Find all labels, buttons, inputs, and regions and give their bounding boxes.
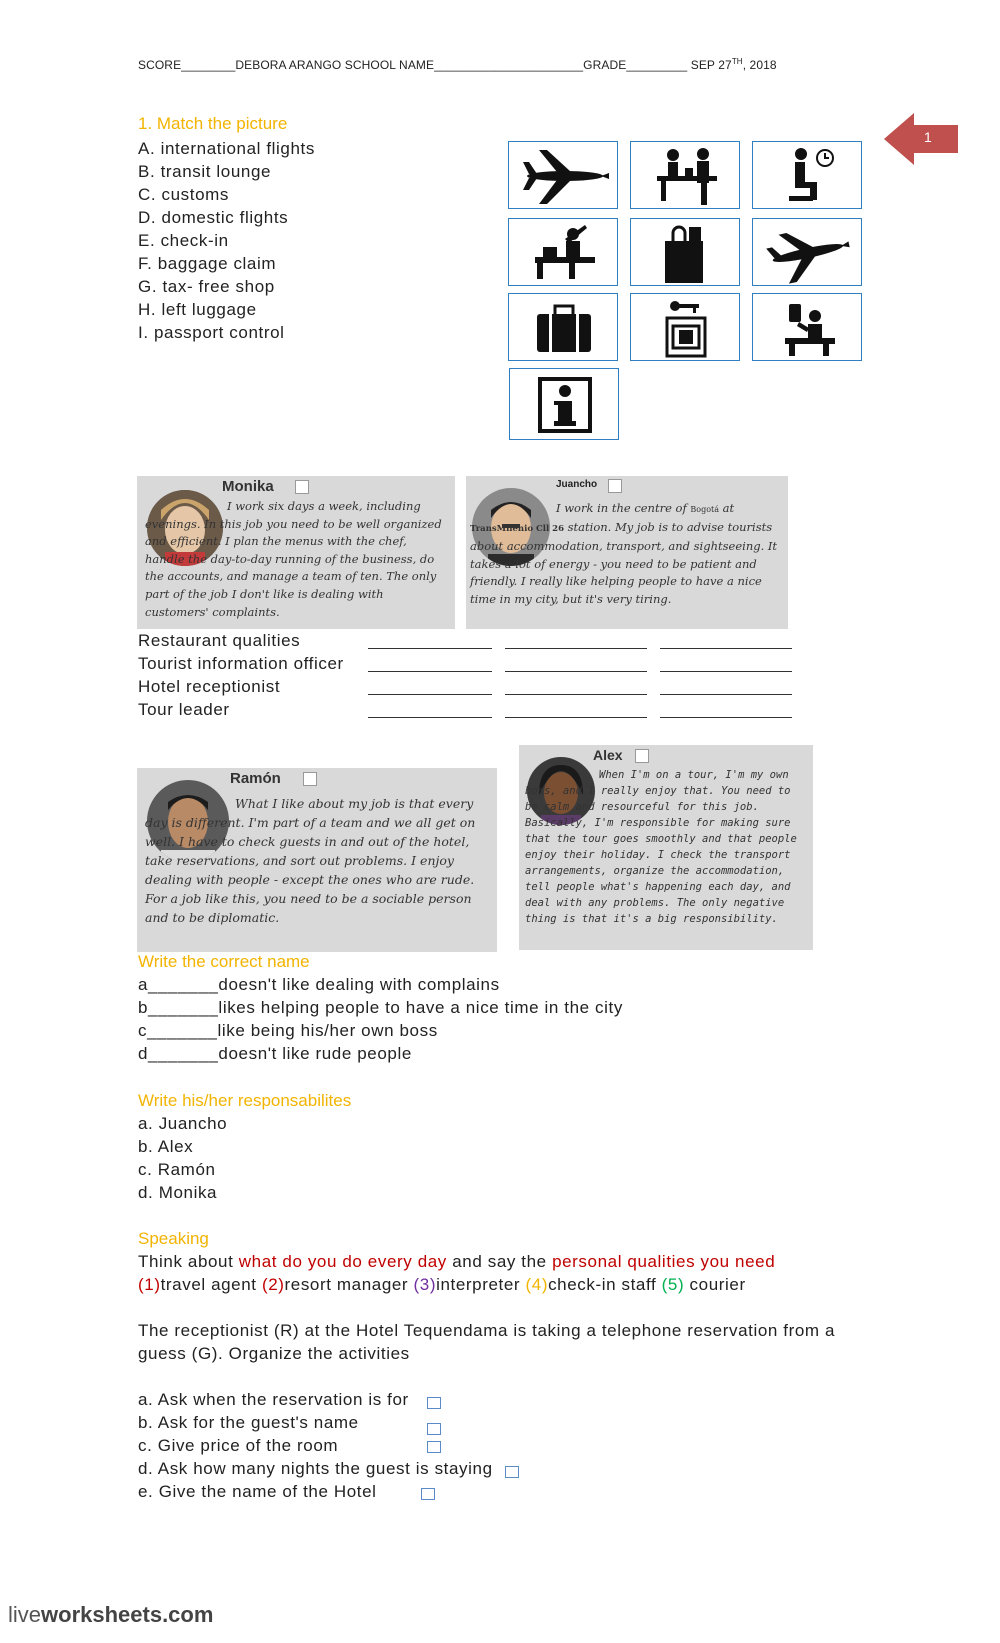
ramon-checkbox[interactable]: [303, 772, 317, 786]
header-sup: TH: [731, 57, 743, 66]
picture-cell-1[interactable]: [508, 141, 618, 209]
qualities-blank[interactable]: [660, 648, 792, 649]
qualities-row-3: Hotel receptionist: [138, 677, 281, 696]
picture-cell-3[interactable]: [752, 141, 862, 209]
information-icon: [510, 369, 620, 441]
juancho-place: Bogotá: [690, 505, 720, 514]
section-title-responsibilities: Write his/her responsabilites: [138, 1091, 352, 1110]
logo-light: live: [8, 1602, 42, 1627]
monika-card: [137, 476, 455, 629]
role-num-3: (3): [413, 1275, 437, 1294]
role-num-5: (5): [661, 1275, 685, 1294]
waiting-lounge-icon: [753, 142, 863, 210]
picture-cell-7[interactable]: [508, 293, 618, 361]
locker-icon: [631, 294, 741, 362]
juancho-card: [466, 476, 788, 629]
left-arrow-icon: [884, 113, 958, 165]
qualities-blank[interactable]: [368, 671, 492, 672]
qualities-blank[interactable]: [660, 671, 792, 672]
qualities-row-4: Tour leader: [138, 700, 230, 719]
alex-card: [519, 745, 813, 950]
section-title-speaking: Speaking: [138, 1229, 209, 1248]
qualities-blank[interactable]: [660, 694, 792, 695]
page-number-badge: [884, 113, 958, 170]
speaking-text-c: and say the: [446, 1252, 553, 1271]
responsibility-item-d: d. Monika: [138, 1183, 218, 1202]
juancho-text-c: station. My job is to advise tourists about accommodation, transport, and sightseeing. It takes a lot of energy - you need to be patient and friendly. I really like helping people to have a nice time in my city, but it's very tiring.: [470, 519, 778, 606]
responsibility-item-c: c. Ramón: [138, 1160, 216, 1179]
role-num-2: (2): [261, 1275, 285, 1294]
match-item-i: I. passport control: [138, 323, 285, 342]
write-name-item-a: a_______doesn't like dealing with complains: [138, 975, 500, 994]
speaking-instruction: [138, 1252, 775, 1272]
qualities-blank[interactable]: [505, 648, 647, 649]
monika-name: Monika: [222, 478, 274, 495]
reservation-checkbox-b[interactable]: [427, 1420, 441, 1438]
ramon-text: What I like about my job is that every day is different. I'm part of a team and we all get on well. I have to check guests in and out of the hotel, take reservations, and sort out problems. I enjoy dealing with people - except the ones who are rude. For a job like this, you need to be a sociable person and to be diplomatic.: [145, 796, 476, 925]
juancho-station: TransMilenio Cll 26: [470, 523, 564, 534]
airplane-landing-icon: [753, 219, 863, 287]
qualities-row-1: Restaurant qualities: [138, 631, 301, 650]
liveworksheets-logo[interactable]: [8, 1602, 213, 1628]
alex-name: Alex: [593, 747, 623, 763]
reservation-item-c: c. Give price of the room: [138, 1436, 339, 1455]
role-label-3: interpreter: [436, 1275, 526, 1294]
juancho-text-a: I work in the centre of: [556, 501, 691, 515]
reservation-checkbox-d[interactable]: [505, 1463, 519, 1481]
qualities-blank[interactable]: [505, 671, 647, 672]
customs-officer-icon: [509, 219, 619, 287]
write-name-item-c: c_______like being his/her own boss: [138, 1021, 438, 1040]
header-text: SCORE________DEBORA ARANGO SCHOOL NAME______________________GRADE_________ SEP 27: [138, 58, 732, 72]
role-num-1: (1): [138, 1275, 161, 1294]
role-num-4: (4): [525, 1275, 549, 1294]
section-title-match: 1. Match the picture: [138, 114, 288, 133]
speaking-text-b: what do you do every day: [238, 1252, 447, 1271]
picture-cell-8[interactable]: [630, 293, 740, 361]
speaking-text-a: Think about: [138, 1252, 239, 1271]
match-item-h: H. left luggage: [138, 300, 257, 319]
reservation-item-d: d. Ask how many nights the guest is staying: [138, 1459, 493, 1478]
picture-cell-6[interactable]: [752, 218, 862, 286]
reservation-item-e: e. Give the name of the Hotel: [138, 1482, 377, 1501]
speaking-roles: [138, 1275, 746, 1295]
worksheet-header: [138, 57, 777, 72]
monika-checkbox[interactable]: [295, 480, 309, 494]
airplane-icon: [509, 142, 619, 210]
reservation-item-b: b. Ask for the guest's name: [138, 1413, 359, 1432]
header-year: , 2018: [742, 58, 777, 72]
suitcase-icon: [509, 294, 619, 362]
match-item-d: D. domestic flights: [138, 208, 289, 227]
juancho-text-b: at: [719, 501, 735, 515]
passport-control-icon: [753, 294, 863, 362]
role-label-2: resort manager: [284, 1275, 414, 1294]
match-item-c: C. customs: [138, 185, 230, 204]
speaking-text-d: personal qualities you need: [552, 1252, 776, 1271]
responsibility-item-b: b. Alex: [138, 1137, 194, 1156]
reservation-checkbox-a[interactable]: [427, 1394, 441, 1412]
monika-text: I work six days a week, including evenings. In this job you need to be well organized and efficient. I plan the menus with the chef, handle the day-to-day running of the business, do the accounts, and manage a team of ten. The only part of the job I don't like is dealing with customers' complaints.: [145, 499, 442, 619]
picture-cell-10[interactable]: [509, 368, 619, 440]
reservation-checkbox-e[interactable]: [421, 1485, 435, 1503]
match-item-b: B. transit lounge: [138, 162, 272, 181]
picture-cell-2[interactable]: [630, 141, 740, 209]
write-name-item-b: b_______likes helping people to have a nice time in the city: [138, 998, 623, 1017]
picture-cell-4[interactable]: [508, 218, 618, 286]
role-label-1: travel agent: [160, 1275, 262, 1294]
picture-cell-9[interactable]: [752, 293, 862, 361]
qualities-row-2: Tourist information officer: [138, 654, 344, 673]
role-label-4: check-in staff: [548, 1275, 662, 1294]
picture-cell-5[interactable]: [630, 218, 740, 286]
reservation-intro-line-2: guess (G). Organize the activities: [138, 1344, 410, 1363]
write-name-item-d: d_______doesn't like rude people: [138, 1044, 412, 1063]
qualities-blank[interactable]: [368, 717, 492, 718]
qualities-blank[interactable]: [368, 694, 492, 695]
match-item-e: E. check-in: [138, 231, 229, 250]
ramon-card: [137, 768, 497, 952]
qualities-blank[interactable]: [505, 694, 647, 695]
juancho-text: [470, 500, 782, 609]
shopping-bag-icon: [631, 219, 741, 287]
responsibility-item-a: a. Juancho: [138, 1114, 228, 1133]
logo-bold: worksheets.com: [41, 1602, 214, 1627]
qualities-blank[interactable]: [505, 717, 647, 718]
match-item-g: G. tax- free shop: [138, 277, 275, 296]
section-title-write-name: Write the correct name: [138, 952, 310, 971]
alex-text: When I'm on a tour, I'm my own boss, and I really enjoy that. You need to be calm and resourceful for this job. Basically, I'm responsible for making sure that the tour goes smoothly and that people enjoy their holiday. I check the transport arrangements, organize the accommodation, tell people what's happening each day, and deal with any problems. The only negative thing is that it's a big responsibility.: [525, 769, 797, 925]
qualities-blank[interactable]: [660, 717, 792, 718]
reservation-item-a: a. Ask when the reservation is for: [138, 1390, 409, 1409]
ramon-name: Ramón: [230, 770, 281, 787]
badge-number: 1: [924, 129, 932, 145]
alex-checkbox[interactable]: [635, 749, 649, 763]
role-label-5: courier: [684, 1275, 746, 1294]
qualities-blank[interactable]: [368, 648, 492, 649]
match-item-a: A. international flights: [138, 139, 315, 158]
check-in-desk-icon: [631, 142, 741, 210]
match-item-f: F. baggage claim: [138, 254, 277, 273]
juancho-name: Juancho: [556, 479, 598, 490]
reservation-intro-line-1: The receptionist (R) at the Hotel Tequendama is taking a telephone reservation from a: [138, 1321, 836, 1340]
juancho-checkbox[interactable]: [608, 479, 622, 493]
reservation-checkbox-c[interactable]: [427, 1438, 441, 1456]
